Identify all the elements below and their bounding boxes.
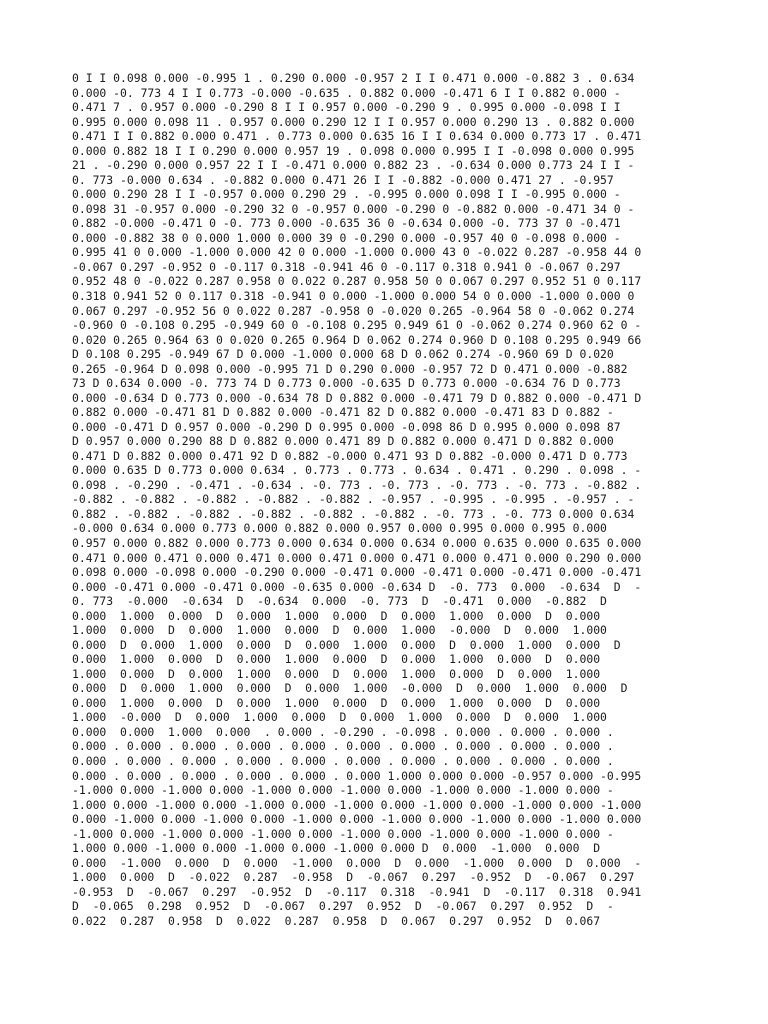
text-line: 0.000 -0.471 0.000 -0.471 0.000 -0.635 0.000 -0.634 D -0. 773 0.000 -0.634 D - [72, 579, 642, 594]
text-line: 1.000 -0.000 D 0.000 1.000 0.000 D 0.000 1.000 0.000 D 0.000 1.000 [72, 710, 607, 725]
text-line: 0.000 -0.634 D 0.773 0.000 -0.634 78 D 0.882 0.000 -0.471 79 D 0.882 0.000 -0.471 D [72, 390, 642, 405]
text-line: D 0.108 0.295 -0.949 67 D 0.000 -1.000 0.000 68 D 0.062 0.274 -0.960 69 D 0.020 [72, 347, 614, 362]
text-line: 0 I I 0.098 0.000 -0.995 1 . 0.290 0.000 -0.957 2 I I 0.471 0.000 -0.882 3 . 0.634 [72, 71, 635, 85]
text-line: 0.952 48 0 -0.022 0.287 0.958 0 0.022 0.287 0.958 50 0 0.067 0.297 0.952 51 0 0.117 [72, 274, 642, 289]
text-line: 0.318 0.941 52 0 0.117 0.318 -0.941 0 0.000 -1.000 0.000 54 0 0.000 -1.000 0.000 0 [72, 288, 635, 303]
text-line: 0.098 31 -0.957 0.000 -0.290 32 0 -0.957 0.000 -0.290 0 -0.882 0.000 -0.471 34 0 - [72, 201, 635, 216]
text-line: 0.000 . 0.000 . 0.000 . 0.000 . 0.000 . 0.000 . 0.000 . 0.000 . 0.000 . 0.000 . [72, 739, 614, 754]
text-line: 0.265 -0.964 D 0.098 0.000 -0.995 71 D 0.290 0.000 -0.957 72 D 0.471 0.000 -0.882 [72, 361, 628, 376]
text-line: 1.000 0.000 D 0.000 1.000 0.000 D 0.000 1.000 -0.000 D 0.000 1.000 [72, 623, 607, 638]
text-line: 1.000 0.000 -1.000 0.000 -1.000 0.000 -1.000 0.000 D 0.000 -1.000 0.000 D [72, 841, 601, 856]
text-line: 21 . -0.290 0.000 0.957 22 I I -0.471 0.000 0.882 23 . -0.634 0.000 0.773 24 I I - [72, 158, 635, 173]
text-line: 0. 773 -0.000 0.634 . -0.882 0.000 0.471 26 I I -0.882 -0.000 0.471 27 . -0.957 [72, 172, 614, 187]
text-line: -1.000 0.000 -1.000 0.000 -1.000 0.000 -1.000 0.000 -1.000 0.000 -1.000 0.000 - [72, 826, 614, 841]
text-line: 0.000 0.882 18 I I 0.290 0.000 0.957 19 . 0.098 0.000 0.995 I I -0.098 0.000 0.995 [72, 143, 635, 158]
text-line: 0.098 0.000 -0.098 0.000 -0.290 0.000 -0.471 0.000 -0.471 0.000 -0.471 0.000 -0.471 [72, 565, 642, 580]
text-line: 0.000 -0. 773 4 I I 0.773 -0.000 -0.635 . 0.882 0.000 -0.471 6 I I 0.882 0.000 - [72, 85, 621, 100]
text-line: 0.000 -1.000 0.000 D 0.000 -1.000 0.000 D 0.000 -1.000 0.000 D 0.000 - [72, 855, 642, 870]
normals-text-block [72, 71, 702, 928]
text-line: -0.960 0 -0.108 0.295 -0.949 60 0 -0.108 0.295 0.949 61 0 -0.062 0.274 0.960 62 0 - [72, 318, 642, 333]
text-line: 0.995 41 0 0.000 -1.000 0.000 42 0 0.000 -1.000 0.000 43 0 -0.022 0.287 -0.958 44 0 [72, 245, 642, 260]
text-line: 0.000 -1.000 0.000 -1.000 0.000 -1.000 0.000 -1.000 0.000 -1.000 0.000 -1.000 0.000 [72, 812, 642, 827]
text-line: 0.471 D 0.882 0.000 0.471 92 D 0.882 -0.000 0.471 93 D 0.882 -0.000 0.471 D 0.773 [72, 448, 628, 463]
text-line: 0.000 0.000 1.000 0.000 . 0.000 . -0.290 . -0.098 . 0.000 . 0.000 . 0.000 . [72, 724, 614, 739]
text-line: 0.000 . 0.000 . 0.000 . 0.000 . 0.000 . 0.000 1.000 0.000 0.000 -0.957 0.000 -0.995 [72, 768, 642, 783]
text-line: 1.000 0.000 D -0.022 0.287 -0.958 D -0.067 0.297 -0.952 D -0.067 0.297 [72, 870, 635, 885]
text-line: D 0.957 0.000 0.290 88 D 0.882 0.000 0.471 89 D 0.882 0.000 0.471 D 0.882 0.000 [72, 434, 614, 449]
text-line: 0.957 0.000 0.882 0.000 0.773 0.000 0.634 0.000 0.634 0.000 0.635 0.000 0.635 0.000 [72, 536, 642, 550]
text-line: 0.000 -0.471 D 0.957 0.000 -0.290 D 0.995 0.000 -0.098 86 D 0.995 0.000 0.098 87 [72, 419, 621, 434]
text-line: 0.000 0.290 28 I I -0.957 0.000 0.290 29 . -0.995 0.000 0.098 I I -0.995 0.000 - [72, 187, 621, 202]
text-line: 0.000 . 0.000 . 0.000 . 0.000 . 0.000 . 0.000 . 0.000 . 0.000 . 0.000 . 0.000 . [72, 753, 614, 768]
text-line: 0.471 I I 0.882 0.000 0.471 . 0.773 0.000 0.635 16 I I 0.634 0.000 0.773 17 . 0.471 [72, 129, 642, 144]
text-line: 0.471 0.000 0.471 0.000 0.471 0.000 0.471 0.000 0.471 0.000 0.471 0.000 0.290 0.000 [72, 550, 642, 565]
text-line: 0.067 0.297 -0.952 56 0 0.022 0.287 -0.958 0 -0.020 0.265 -0.964 58 0 -0.062 0.274 [72, 303, 635, 318]
text-line: 0.882 . -0.882 . -0.882 . -0.882 . -0.882 . -0.882 . -0. 773 . -0. 773 0.000 0.634 [72, 506, 635, 521]
text-line: 0.471 7 . 0.957 0.000 -0.290 8 I I 0.957 0.000 -0.290 9 . 0.995 0.000 -0.098 I I [72, 100, 621, 115]
text-line: -0.953 D -0.067 0.297 -0.952 D -0.117 0.318 -0.941 D -0.117 0.318 0.941 [72, 884, 642, 899]
text-line: 0.000 0.635 D 0.773 0.000 0.634 . 0.773 . 0.773 . 0.634 . 0.471 . 0.290 . 0.098 . - [72, 463, 642, 478]
text-line: 1.000 0.000 -1.000 0.000 -1.000 0.000 -1.000 0.000 -1.000 0.000 -1.000 0.000 -1.000 [72, 797, 642, 812]
text-line: 1.000 0.000 D 0.000 1.000 0.000 D 0.000 1.000 0.000 D 0.000 1.000 [72, 666, 601, 681]
text-line: -0.882 . -0.882 . -0.882 . -0.882 . -0.882 . -0.957 . -0.995 . -0.995 . -0.957 . - [72, 492, 635, 507]
text-line: 0.000 1.000 0.000 D 0.000 1.000 0.000 D 0.000 1.000 0.000 D 0.000 [72, 695, 601, 710]
text-line: D -0.065 0.298 0.952 D -0.067 0.297 0.952 D -0.067 0.297 0.952 D - [72, 899, 614, 914]
text-line: 0.995 0.000 0.098 11 . 0.957 0.000 0.290 12 I I 0.957 0.000 0.290 13 . 0.882 0.000 [72, 114, 635, 129]
text-line: -1.000 0.000 -1.000 0.000 -1.000 0.000 -1.000 0.000 -1.000 0.000 -1.000 0.000 - [72, 783, 614, 798]
text-line: 0. 773 -0.000 -0.634 D -0.634 0.000 -0. 773 D -0.471 0.000 -0.882 D [72, 594, 607, 609]
text-line: 0.000 D 0.000 1.000 0.000 D 0.000 1.000 0.000 D 0.000 1.000 0.000 D [72, 637, 621, 652]
text-line: 0.000 -0.882 38 0 0.000 1.000 0.000 39 0 -0.290 0.000 -0.957 40 0 -0.098 0.000 - [72, 230, 621, 245]
text-line: 0.882 -0.000 -0.471 0 -0. 773 0.000 -0.635 36 0 -0.634 0.000 -0. 773 37 0 -0.471 [72, 216, 621, 231]
text-line: 0.020 0.265 0.964 63 0 0.020 0.265 0.964 D 0.062 0.274 0.960 D 0.108 0.295 0.949 66 [72, 332, 642, 347]
text-line: 0.000 1.000 0.000 D 0.000 1.000 0.000 D 0.000 1.000 0.000 D 0.000 [72, 652, 601, 667]
text-line: 0.022 0.287 0.958 D 0.022 0.287 0.958 D 0.067 0.297 0.952 D 0.067 [72, 913, 601, 928]
text-line: 0.000 1.000 0.000 D 0.000 1.000 0.000 D 0.000 1.000 0.000 D 0.000 [72, 608, 601, 623]
text-line: -0.067 0.297 -0.952 0 -0.117 0.318 -0.941 46 0 -0.117 0.318 0.941 0 -0.067 0.297 [72, 259, 621, 274]
text-line: 73 D 0.634 0.000 -0. 773 74 D 0.773 0.000 -0.635 D 0.773 0.000 -0.634 76 D 0.773 [72, 376, 621, 391]
text-line: 0.098 . -0.290 . -0.471 . -0.634 . -0. 773 . -0. 773 . -0. 773 . -0. 773 . -0.882 . [72, 477, 642, 492]
text-line: 0.882 0.000 -0.471 81 D 0.882 0.000 -0.471 82 D 0.882 0.000 -0.471 83 D 0.882 - [72, 405, 614, 420]
text-line: 0.000 D 0.000 1.000 0.000 D 0.000 1.000 -0.000 D 0.000 1.000 0.000 D [72, 681, 628, 696]
text-line: -0.000 0.634 0.000 0.773 0.000 0.882 0.000 0.957 0.000 0.995 0.000 0.995 0.000 [72, 521, 607, 536]
